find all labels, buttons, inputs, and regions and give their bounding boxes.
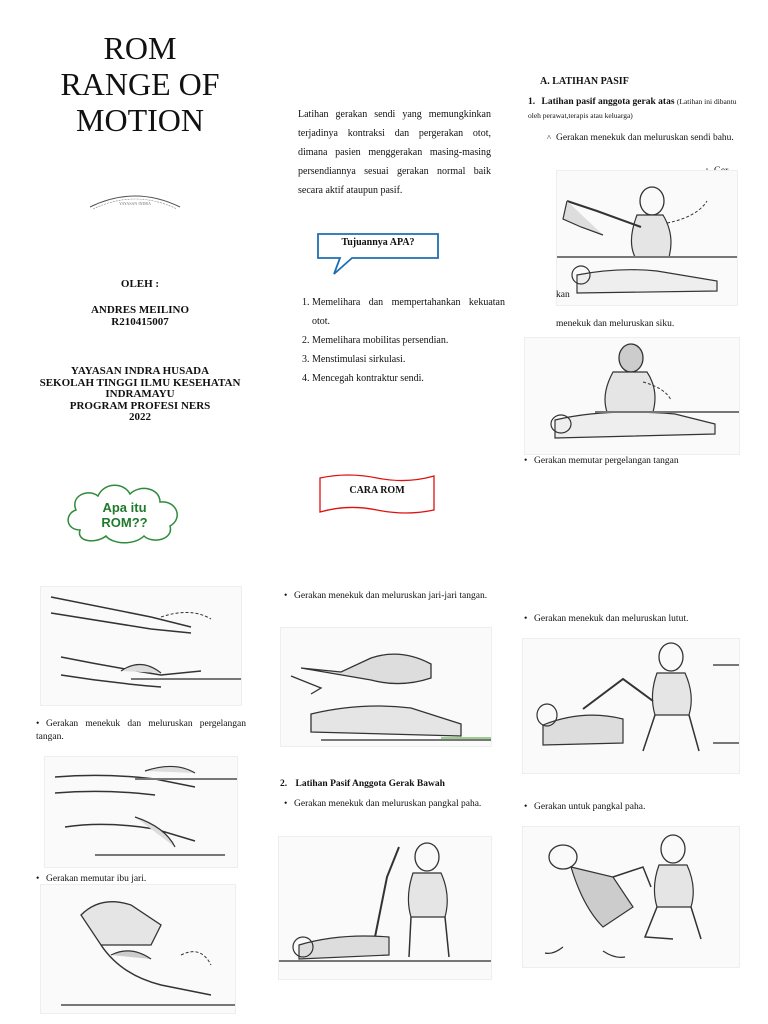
cloud-callout	[62, 478, 187, 544]
author-block	[60, 304, 220, 328]
bullet-wrist-flex	[36, 718, 246, 744]
author-name: ANDRES MEILINO	[90, 304, 190, 316]
wrist-flex-text: Gerakan menekuk dan meluruskan pergelangan tangan.	[36, 719, 246, 742]
elbow-caption: menekuk dan meluruskan siku.	[556, 319, 675, 329]
author-id: R210415007	[111, 316, 169, 328]
sub-shoulder	[542, 129, 738, 147]
intro-paragraph: Latihan gerakan sendi yang memungkinkan terjadinya kontraksi dan pergerakan otot, dimana pasien menggerakan masing-masing persendiannya sesuai gerakan normal baik secara aktif ataupun pasif.	[298, 109, 491, 196]
goal-item: 2. Memelihara mobilitas persendian.	[312, 331, 505, 350]
section-a-heading: A. LATIHAN PASIF	[540, 76, 629, 87]
item1-block	[528, 95, 740, 123]
item1-note: (Latihan ini dibantu oleh perawat,terapis atau keluarga)	[528, 97, 737, 120]
item1-number: 1.	[528, 97, 536, 107]
institution-line: 2022	[129, 411, 151, 423]
fingers-text: Gerakan menekuk dan meluruskan jari-jari tangan.	[294, 591, 488, 601]
goal-item: 3. Menstimulasi sirkulasi.	[312, 350, 505, 369]
institution-line: YAYASAN INDRA HUSADA	[70, 365, 210, 377]
cloud-text	[62, 500, 187, 530]
knee-text: Gerakan menekuk dan meluruskan lutut.	[534, 614, 689, 624]
fragment-kan: kan	[556, 290, 570, 300]
cloud-line: Apa itu	[102, 500, 147, 515]
institution-line: PROGRAM PROFESI NERS	[69, 399, 211, 412]
institution-line: SEKOLAH TINGGI ILMU KESEHATAN	[39, 376, 241, 389]
brochure-title	[40, 30, 240, 138]
elbow-illustration	[524, 337, 740, 455]
bullet-dot-icon: •	[524, 802, 528, 812]
wrist-illustration-2	[44, 756, 238, 868]
bullet-hip-rot	[524, 801, 738, 814]
bullet-dot-icon: •	[524, 614, 528, 624]
shoulder-illustration	[556, 170, 738, 306]
hip-flex-text: Gerakan menekuk dan meluruskan pangkal paha.	[294, 799, 482, 809]
bullet-fingers	[284, 590, 490, 603]
callout-text: Tujuannya APA?	[341, 237, 415, 248]
title-line: RANGE OF	[60, 66, 220, 102]
author-label: OLEH :	[120, 278, 160, 290]
bullet-dot-icon: •	[36, 874, 40, 884]
arch-caption: YAYASAN INDRA	[119, 201, 151, 206]
bullet-dot-icon: •	[36, 719, 40, 729]
cara-banner	[318, 472, 436, 516]
bullet-dot-icon: •	[524, 456, 528, 466]
hip-rotation-illustration	[522, 826, 740, 968]
goal-item: 4. Mencegah kontraktur sendi.	[312, 369, 505, 388]
caret-bullet-icon: ˄	[546, 133, 552, 142]
goal-item: 1. Memelihara dan mempertahankan kekuatan otot.	[312, 293, 505, 331]
thumb-text: Gerakan memutar ibu jari.	[46, 874, 147, 884]
arch-logo-icon	[85, 185, 185, 215]
institution-line: INDRAMAYU	[105, 388, 175, 400]
bullet-dot-icon: •	[284, 591, 288, 601]
thumb-illustration	[40, 884, 236, 1014]
bullet-rotate-wrist	[524, 455, 738, 468]
wrist-flex-illustration	[40, 586, 242, 706]
title-line: MOTION	[76, 102, 204, 138]
hip-flex-illustration	[278, 836, 492, 980]
sub-shoulder-text: Gerakan menekuk dan meluruskan sendi bahu.	[556, 133, 734, 143]
item2-number: 2.	[280, 779, 288, 789]
knee-illustration	[522, 638, 740, 774]
cloud-line: ROM??	[101, 515, 148, 530]
item2-title: Latihan Pasif Anggota Gerak Bawah	[295, 779, 445, 789]
fingers-illustration	[280, 627, 492, 747]
institution-block	[30, 366, 250, 424]
speech-callout	[316, 232, 440, 276]
item2-heading	[280, 779, 490, 789]
hip-rot-text: Gerakan untuk pangkal paha.	[534, 802, 646, 812]
bullet-hip-flex	[284, 798, 490, 811]
title-line: ROM	[103, 30, 177, 66]
goals-list	[298, 293, 505, 388]
rotate-wrist-text: Gerakan memutar pergelangan tangan	[534, 456, 679, 466]
cara-text: CARA ROM	[349, 485, 405, 496]
item1-title: Latihan pasif anggota gerak atas	[541, 97, 675, 107]
bullet-dot-icon: •	[284, 799, 288, 809]
bullet-knee	[524, 613, 738, 626]
